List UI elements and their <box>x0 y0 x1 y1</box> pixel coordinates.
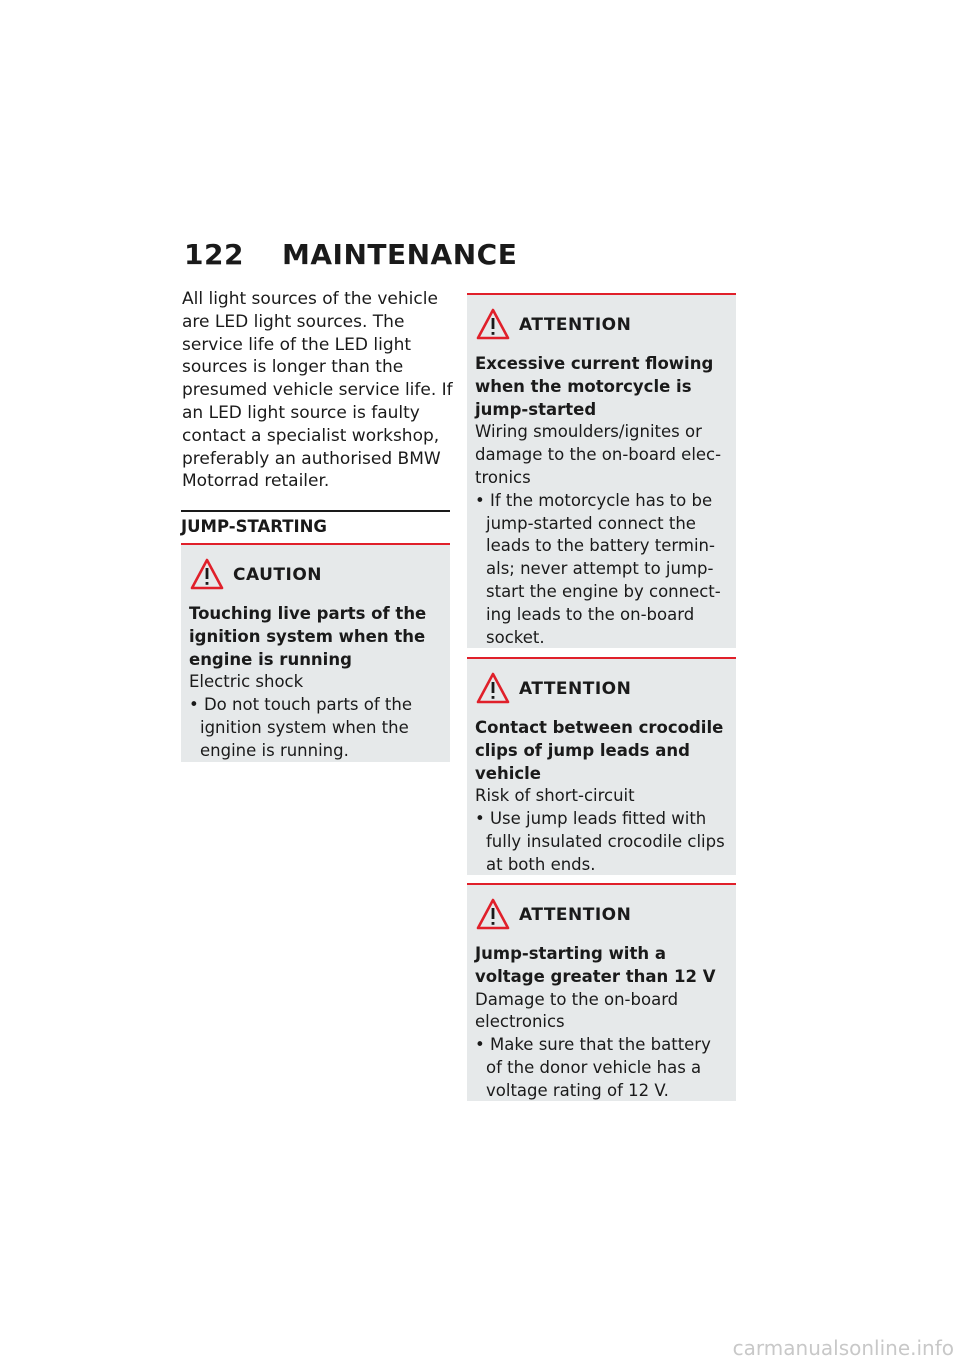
signal-word: ATTENTION <box>519 315 632 335</box>
notice-signal <box>475 671 728 705</box>
consequence-text: Damage to the on-board electronics <box>475 989 679 1032</box>
action-item: • If the motorcycle has to be jump-started connect the leads to the battery termin-als; never attempt to jump-start the engine by connect-ing leads to the on-board socket. <box>475 490 721 647</box>
hazard-text: Contact between crocodile clips of jump leads and vehicle <box>475 718 724 783</box>
page-number: 122 <box>184 238 244 271</box>
hazard-text: Excessive current flowing when the motorcycle is jump-started <box>475 354 714 419</box>
caution-notice <box>181 543 450 762</box>
intro-paragraph: All light sources of the vehicle are LED light sources. The service life of the LED light sources is longer than the presumed vehicle service life. If an LED light source is faulty contact a specialist workshop, preferably an authorised BMW Motorrad retailer. <box>182 289 453 492</box>
warning-triangle-icon <box>475 307 511 341</box>
action-item: • Use jump leads fitted with fully insulated crocodile clips at both ends. <box>475 809 725 874</box>
watermark: carmanualsonline.info <box>732 1336 954 1360</box>
consequence-text: Electric shock <box>189 672 304 692</box>
warning-triangle-icon <box>475 897 511 931</box>
attention-notice <box>467 293 736 648</box>
signal-word: CAUTION <box>233 565 323 585</box>
notice-signal <box>475 307 728 341</box>
chapter-title: MAINTENANCE <box>282 238 518 271</box>
attention-notice <box>467 657 736 875</box>
notice-signal <box>475 897 728 931</box>
action-item: • Do not touch parts of the ignition system when the engine is running. <box>189 695 412 760</box>
attention-notice <box>467 883 736 1101</box>
warning-triangle-icon <box>189 557 225 591</box>
notice-signal <box>189 557 442 591</box>
signal-word: ATTENTION <box>519 905 632 925</box>
warning-triangle-icon <box>475 671 511 705</box>
hazard-text: Jump-starting with a voltage greater than 12 V <box>475 944 716 986</box>
action-item: • Make sure that the battery of the donor vehicle has a voltage rating of 12 V. <box>475 1035 711 1100</box>
page-header <box>184 238 517 271</box>
hazard-text: Touching live parts of the ignition system when the engine is running <box>189 604 427 669</box>
signal-word: ATTENTION <box>519 679 632 699</box>
consequence-text: Risk of short-circuit <box>475 786 635 806</box>
section-heading: JUMP-STARTING <box>181 510 450 536</box>
consequence-text: Wiring smoulders/ignites or damage to the on-board elec-tronics <box>475 422 722 487</box>
